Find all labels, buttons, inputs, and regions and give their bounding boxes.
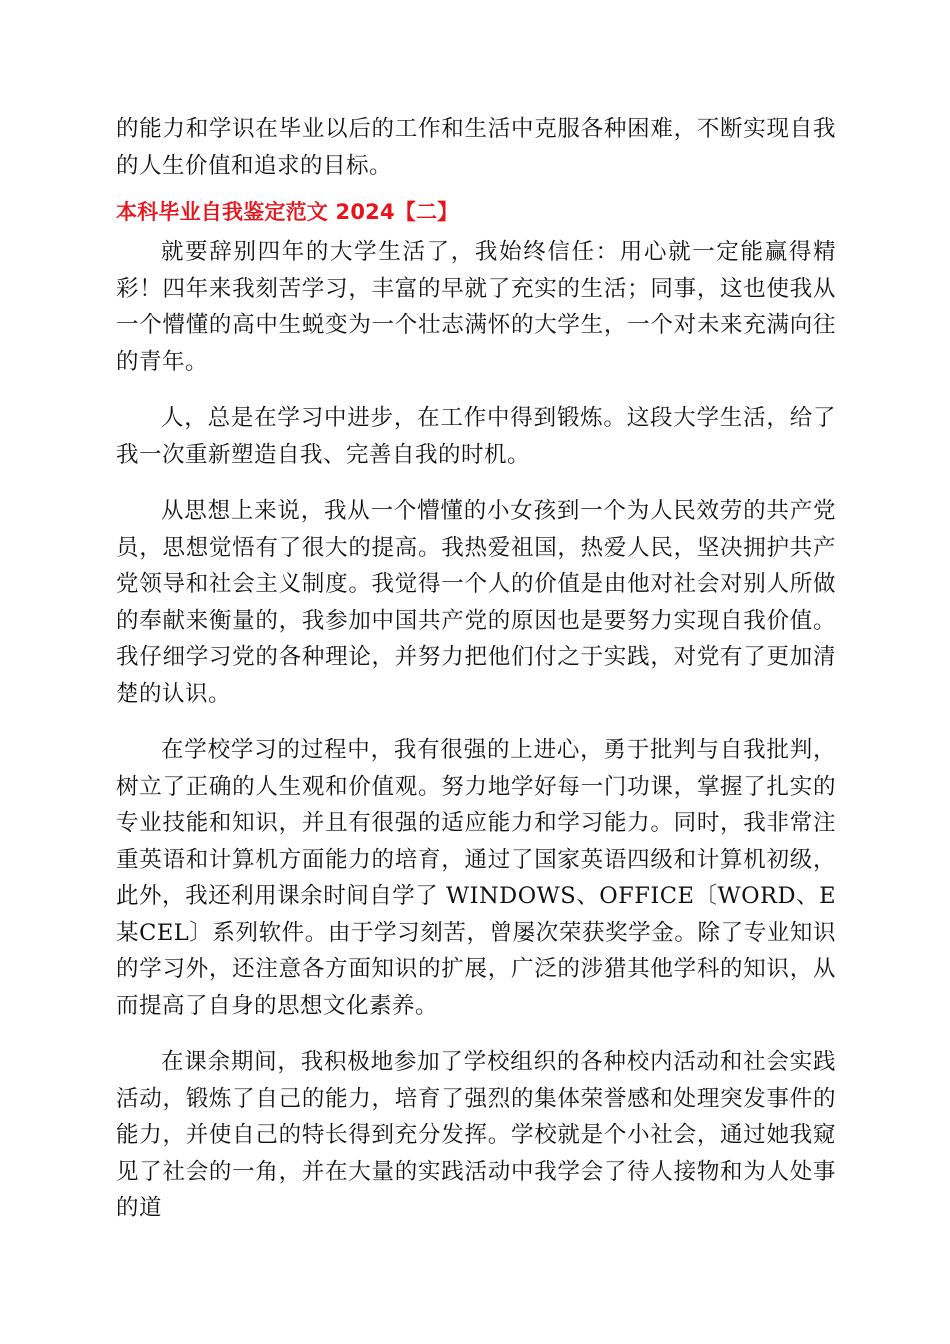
paragraph-4: 在学校学习的过程中，我有很强的上进心，勇于批判与自我批判，树立了正确的人生观和价值观。努力地学好每一门功课，掌握了扎实的专业技能和知识，并且有很强的适应能力和学习能力。同时，我非常注重英语和计算机方面能力的培育，通过了国家英语四级和计算机初级，此外，我还利用课余时间自学了 WINDOWS、OFFICE〔WORD、E某CEL〕系列软件。由于学习刻苦，曾屡次荣获奖学金。除了专业知识的学习外，还注意各方面知识的扩展，广泛的涉猎其他学科的知识，从而提高了自身的思想文化素养。 <box>116 737 836 1019</box>
opening-paragraph: 的能力和学识在毕业以后的工作和生活中克服各种困难，不断实现自我的人生价值和追求的目标。 <box>116 116 836 179</box>
document-body <box>116 111 836 1247</box>
section-heading: 本科毕业自我鉴定范文 2024【二】 <box>116 200 459 224</box>
paragraph-5: 在课余期间，我积极地参加了学校组织的各种校内活动和社会实践活动，锻炼了自己的能力，培育了强烈的集体荣誉感和处理突发事件的能力，并使自己的特长得到充分发挥。学校就是个小社会，通过她我窥见了社会的一角，并在大量的实践活动中我学会了待人接物和为人处事的道 <box>116 1049 836 1221</box>
paragraph-3: 从思想上来说，我从一个懵懂的小女孩到一个为人民效劳的共产党员，思想觉悟有了很大的提高。我热爱祖国，热爱人民，坚决拥护共产党领导和社会主义制度。我觉得一个人的价值是由他对社会对别人所做的奉献来衡量的，我参加中国共产党的原因也是要努力实现自我价值。我仔细学习党的各种理论，并努力把他们付之于实践，对党有了更加清楚的认识。 <box>116 498 836 707</box>
paragraph-2: 人，总是在学习中进步，在工作中得到锻炼。这段大学生活，给了我一次重新塑造自我、完善自我的时机。 <box>116 405 836 468</box>
paragraph-1: 就要辞别四年的大学生活了，我始终信任：用心就一定能赢得精彩！四年来我刻苦学习，丰富的早就了充实的生活；同事，这也使我从一个懵懂的高中生蜕变为一个壮志满怀的大学生，一个对未来充满向往的青年。 <box>116 239 836 375</box>
